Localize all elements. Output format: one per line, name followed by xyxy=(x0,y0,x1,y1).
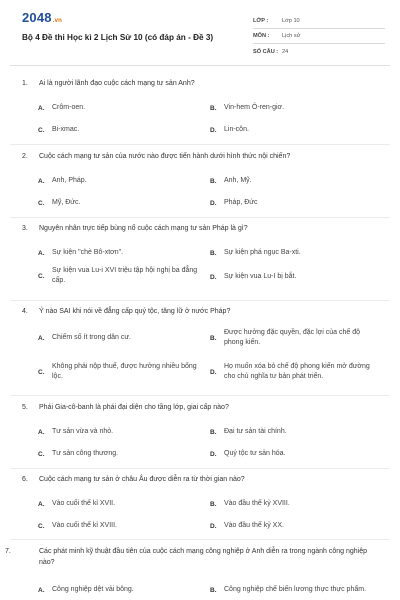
question-number: 3. xyxy=(22,225,28,232)
header-divider xyxy=(10,65,390,66)
option-text: Vào đầu thế kỷ XVIII. xyxy=(224,499,290,507)
option-text: Họ muốn xóa bỏ chế độ phong kiến mở đường cho chủ nghĩa tư bản phát triển. xyxy=(224,362,370,380)
question-divider xyxy=(10,300,390,301)
option-text: Anh, Pháp. xyxy=(52,176,87,184)
question-text xyxy=(22,78,376,89)
option-text: Anh, Mỹ. xyxy=(224,176,252,184)
question-prompt: Nguyên nhân trực tiếp bùng nổ cuộc cách mạng tư sản Pháp là gì? xyxy=(39,225,248,232)
option-c[interactable] xyxy=(38,448,198,460)
option-d[interactable] xyxy=(210,124,378,136)
option-text: Lin-côn. xyxy=(224,125,249,133)
option-a[interactable] xyxy=(38,584,198,596)
option-letter: B. xyxy=(210,428,217,436)
option-letter: B. xyxy=(210,177,217,185)
option-d[interactable] xyxy=(210,197,378,209)
question-divider xyxy=(10,468,390,469)
logo-number: 2048 xyxy=(22,10,52,25)
question-text xyxy=(22,306,376,317)
option-text: Mỹ, Đức. xyxy=(52,198,81,206)
option-text: Vào đầu thế kỷ XX. xyxy=(224,521,284,529)
question-6 xyxy=(0,474,400,546)
question-text xyxy=(22,402,376,413)
meta-row-count xyxy=(253,44,385,59)
option-letter: A. xyxy=(38,177,45,185)
option-b[interactable] xyxy=(210,327,378,349)
option-b[interactable] xyxy=(210,579,378,600)
option-a[interactable] xyxy=(38,332,198,344)
option-d[interactable] xyxy=(210,448,378,460)
question-prompt: Phái Gia-cô-banh là phái đại diện cho tầng lớp, giai cấp nào? xyxy=(39,404,229,411)
option-c[interactable] xyxy=(38,361,198,383)
option-text: Được hưởng đặc quyền, đặc lợi của chế độ phong kiến. xyxy=(224,328,360,346)
option-c[interactable] xyxy=(38,197,198,209)
question-7 xyxy=(0,546,400,600)
option-b[interactable] xyxy=(210,102,378,114)
option-letter: C. xyxy=(38,368,45,376)
option-text: Vào cuối thế kỉ XVII. xyxy=(52,499,116,507)
option-a[interactable] xyxy=(38,102,198,114)
option-text: Vào cuối thế kỉ XVIII. xyxy=(52,521,117,529)
option-text: Tư sản công thương. xyxy=(52,449,119,457)
question-1 xyxy=(0,78,400,150)
option-c[interactable] xyxy=(38,265,198,287)
option-b[interactable] xyxy=(210,175,378,187)
option-letter: A. xyxy=(38,428,45,436)
meta-value: 24 xyxy=(282,48,289,55)
option-text: Bi-xmac. xyxy=(52,125,80,133)
option-text: Chiếm số ít trong dân cư. xyxy=(52,333,131,341)
option-text: Pháp, Đức xyxy=(224,198,258,206)
question-text xyxy=(5,546,376,568)
option-letter: C. xyxy=(38,272,45,280)
option-letter: D. xyxy=(210,522,217,530)
question-number: 2. xyxy=(22,153,28,160)
option-letter: D. xyxy=(210,368,217,376)
option-text: Vin-hem Ô-ren-giơ. xyxy=(224,103,285,111)
option-letter: A. xyxy=(38,104,45,112)
question-prompt: Các phát minh kỹ thuật đầu tiên của cuộc cách mạng công nghiệp ở Anh diễn ra trong ngành công nghiệp nào? xyxy=(39,548,367,566)
option-letter: D. xyxy=(210,126,217,134)
option-a[interactable] xyxy=(38,175,198,187)
option-text: Công nghiệp chế biến lương thực thực phẩm. xyxy=(224,585,367,593)
option-text: Không phải nộp thuế, được hưởng nhiều bổng lộc. xyxy=(52,362,197,380)
question-4 xyxy=(0,306,400,396)
option-b[interactable] xyxy=(210,426,378,438)
option-text: Sự kiện "chè Bô-xtơn". xyxy=(52,248,124,256)
meta-key: LỚP : xyxy=(253,18,269,24)
question-number: 1. xyxy=(22,80,28,87)
option-c[interactable] xyxy=(38,520,198,532)
option-c[interactable] xyxy=(38,124,198,136)
option-text: Công nghiệp dệt vải bông. xyxy=(52,585,134,593)
meta-key: MÔN : xyxy=(253,33,270,39)
option-text: Đại tư sản tài chính. xyxy=(224,427,287,435)
option-letter: A. xyxy=(38,586,45,594)
option-d[interactable] xyxy=(210,361,378,383)
question-number: 7. xyxy=(5,548,11,555)
question-divider xyxy=(10,144,390,145)
option-letter: C. xyxy=(38,126,45,134)
question-number: 6. xyxy=(22,476,28,483)
question-prompt: Cuộc cách mạng tư sản ở châu Âu được diễn ra từ thời gian nào? xyxy=(39,476,245,483)
option-a[interactable] xyxy=(38,498,198,510)
question-text xyxy=(22,223,376,234)
option-letter: B. xyxy=(210,500,217,508)
option-letter: A. xyxy=(38,500,45,508)
option-letter: B. xyxy=(210,334,217,342)
question-3 xyxy=(0,223,400,305)
option-text: Sự kiện vua Lu-I bị bắt. xyxy=(224,272,297,280)
exam-header xyxy=(0,0,400,62)
meta-key: SỐ CÂU : xyxy=(253,48,279,55)
option-text: Tư sản vừa và nhỏ. xyxy=(52,427,114,435)
option-letter: D. xyxy=(210,273,217,281)
option-a[interactable] xyxy=(38,247,198,259)
option-text: Sự kiện vua Lu-i XVI triệu tập hội nghị ba đẳng cấp. xyxy=(52,266,198,284)
option-letter: B. xyxy=(210,104,217,112)
option-letter: D. xyxy=(210,450,217,458)
option-letter: A. xyxy=(38,249,45,257)
meta-value: Lớp 10 xyxy=(282,18,300,24)
question-text xyxy=(22,151,376,162)
question-divider xyxy=(10,395,390,396)
option-letter: C. xyxy=(38,522,45,530)
option-text: Quý tộc tư sản hóa. xyxy=(224,449,286,457)
question-prompt: Ý nào SAI khi nói về đẳng cấp quý tộc, tăng lữ ở nước Pháp? xyxy=(39,308,231,315)
option-letter: C. xyxy=(38,199,45,207)
option-b[interactable] xyxy=(210,247,378,259)
question-2 xyxy=(0,151,400,223)
question-number: 5. xyxy=(22,404,28,411)
question-5 xyxy=(0,402,400,474)
exam-title: Bộ 4 Đề thi Học kì 2 Lịch Sử 10 (có đáp án - Đề 3) xyxy=(22,33,214,42)
question-divider xyxy=(10,217,390,218)
site-logo[interactable] xyxy=(22,10,62,25)
option-b[interactable] xyxy=(210,498,378,510)
option-d[interactable] xyxy=(210,271,378,283)
meta-row-class xyxy=(253,14,385,29)
question-text xyxy=(22,474,376,485)
meta-row-subject xyxy=(253,29,385,44)
option-letter: B. xyxy=(210,249,217,257)
option-a[interactable] xyxy=(38,426,198,438)
question-prompt: Ai là người lãnh đạo cuộc cách mạng tư sản Anh? xyxy=(39,80,195,87)
exam-meta xyxy=(253,14,385,59)
option-letter: D. xyxy=(210,199,217,207)
question-number: 4. xyxy=(22,308,28,315)
option-letter: A. xyxy=(38,334,45,342)
option-d[interactable] xyxy=(210,520,378,532)
option-text: Sự kiện phá ngục Ba-xti. xyxy=(224,248,301,256)
question-divider xyxy=(10,539,390,540)
option-letter: B. xyxy=(210,586,217,594)
option-letter: C. xyxy=(38,450,45,458)
meta-value: Lịch sử xyxy=(282,33,301,39)
logo-suffix: .vn xyxy=(52,18,63,24)
question-prompt: Cuộc cách mạng tư sản của nước nào được tiến hành dưới hình thức nội chiến? xyxy=(39,153,291,160)
option-text: Crôm-oen. xyxy=(52,103,86,111)
